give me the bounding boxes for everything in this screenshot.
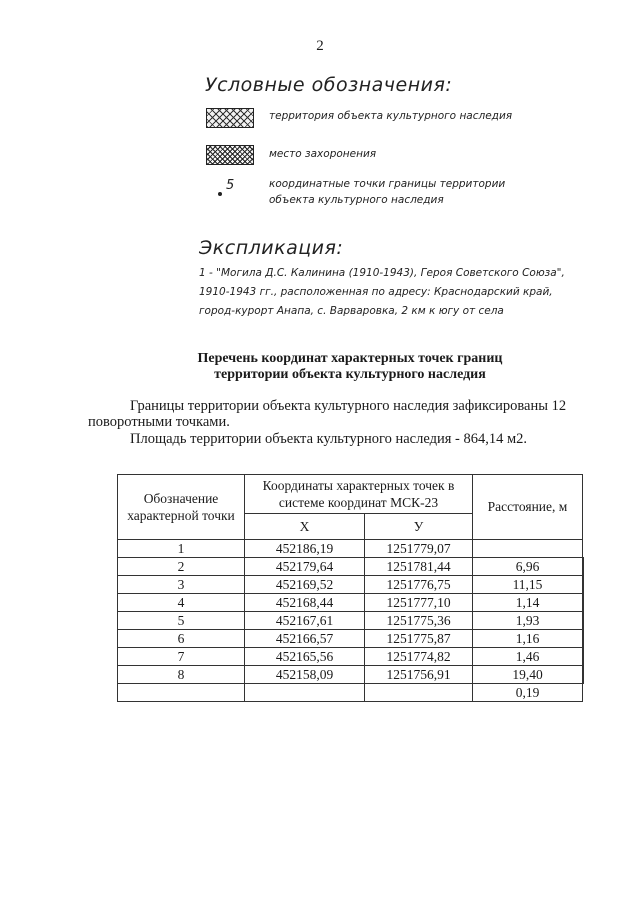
- distance-spacer: [583, 594, 584, 612]
- legend-title: Условные обозначения:: [205, 74, 453, 96]
- distance-spacer: [583, 630, 584, 648]
- distance-spacer: [583, 666, 584, 684]
- explication-title: Экспликация:: [199, 237, 344, 259]
- header-point: Обозначение характерной точки: [118, 475, 245, 540]
- distance-spacer: [583, 648, 584, 666]
- crosshatch-swatch-icon: [206, 108, 254, 128]
- explication-line: 1910-1943 гг., расположенная по адресу: Краснодарский край,: [199, 286, 553, 298]
- y-cell: 1251774,82: [365, 648, 473, 666]
- y-cell: 1251756,91: [365, 666, 473, 684]
- table-row: [118, 540, 584, 558]
- legend-label-line1: координатные точки границы территории: [269, 178, 506, 190]
- table-body: [118, 540, 584, 702]
- y-cell: 1251779,07: [365, 540, 473, 558]
- x-cell: 452167,61: [245, 612, 365, 630]
- distance-cell: 1,14: [473, 594, 583, 612]
- explication-line: город-курорт Анапа, с. Варваровка, 2 км к югу от села: [199, 305, 504, 317]
- x-cell: 452186,19: [245, 540, 365, 558]
- end-point-cell: [118, 684, 245, 702]
- x-cell: 452165,56: [245, 648, 365, 666]
- point-cell: 6: [118, 630, 245, 648]
- x-cell: 452166,57: [245, 630, 365, 648]
- distance-spacer: [583, 612, 584, 630]
- distance-spacer: [583, 576, 584, 594]
- dense-crosshatch-swatch-icon: [206, 145, 254, 165]
- boundary-point-number: 5: [226, 178, 235, 193]
- legend-label-line2: объекта культурного наследия: [269, 194, 444, 206]
- header-y: У: [365, 514, 473, 540]
- y-cell: 1251776,75: [365, 576, 473, 594]
- point-cell: 8: [118, 666, 245, 684]
- distance-cell: 0,19: [473, 684, 583, 702]
- header-coordinates-line2: системе координат МСК-23: [278, 495, 439, 510]
- x-cell: 452179,64: [245, 558, 365, 576]
- boundary-paragraph-line1: Границы территории объекта культурного наследия зафиксированы 12: [130, 398, 567, 414]
- header-coordinates-line1: Координаты характерных точек в: [262, 478, 455, 493]
- x-cell: 452169,52: [245, 576, 365, 594]
- point-cell: 1: [118, 540, 245, 558]
- page-number: 2: [316, 38, 324, 54]
- end-y-cell: [365, 684, 473, 702]
- point-cell: 5: [118, 612, 245, 630]
- distance-cell: 6,96: [473, 558, 583, 576]
- x-cell: 452158,09: [245, 666, 365, 684]
- x-cell: 452168,44: [245, 594, 365, 612]
- point-cell: 4: [118, 594, 245, 612]
- distance-cell: 1,16: [473, 630, 583, 648]
- boundary-paragraph-line2: поворотными точками.: [88, 414, 230, 430]
- y-cell: 1251777,10: [365, 594, 473, 612]
- y-cell: 1251775,36: [365, 612, 473, 630]
- distance-spacer: [583, 558, 584, 576]
- coordinates-table: [117, 474, 584, 702]
- distance-cell: 19,40: [473, 666, 583, 684]
- header-x: X: [245, 514, 365, 540]
- legend-label: территория объекта культурного наследия: [269, 110, 513, 122]
- section-title-line1: Перечень координат характерных точек границ: [197, 351, 503, 366]
- y-cell: 1251775,87: [365, 630, 473, 648]
- area-paragraph: Площадь территории объекта культурного наследия - 864,14 м2.: [130, 431, 528, 447]
- end-x-cell: [245, 684, 365, 702]
- point-cell: 7: [118, 648, 245, 666]
- point-cell: 2: [118, 558, 245, 576]
- distance-cell: 1,46: [473, 648, 583, 666]
- distance-cell: 11,15: [473, 576, 583, 594]
- section-title: [0, 351, 640, 383]
- point-cell: 3: [118, 576, 245, 594]
- header-coordinates: [245, 475, 473, 514]
- boundary-point-icon: [218, 192, 222, 196]
- distance-cell: 1,93: [473, 612, 583, 630]
- header-distance: Расстояние, м: [473, 475, 583, 540]
- distance-spacer: [473, 540, 583, 558]
- y-cell: 1251781,44: [365, 558, 473, 576]
- legend-label: место захоронения: [269, 148, 377, 160]
- explication-line: 1 - "Могила Д.С. Калинина (1910-1943), Героя Советского Союза",: [199, 267, 565, 279]
- section-title-line2: территории объекта культурного наследия: [214, 367, 486, 382]
